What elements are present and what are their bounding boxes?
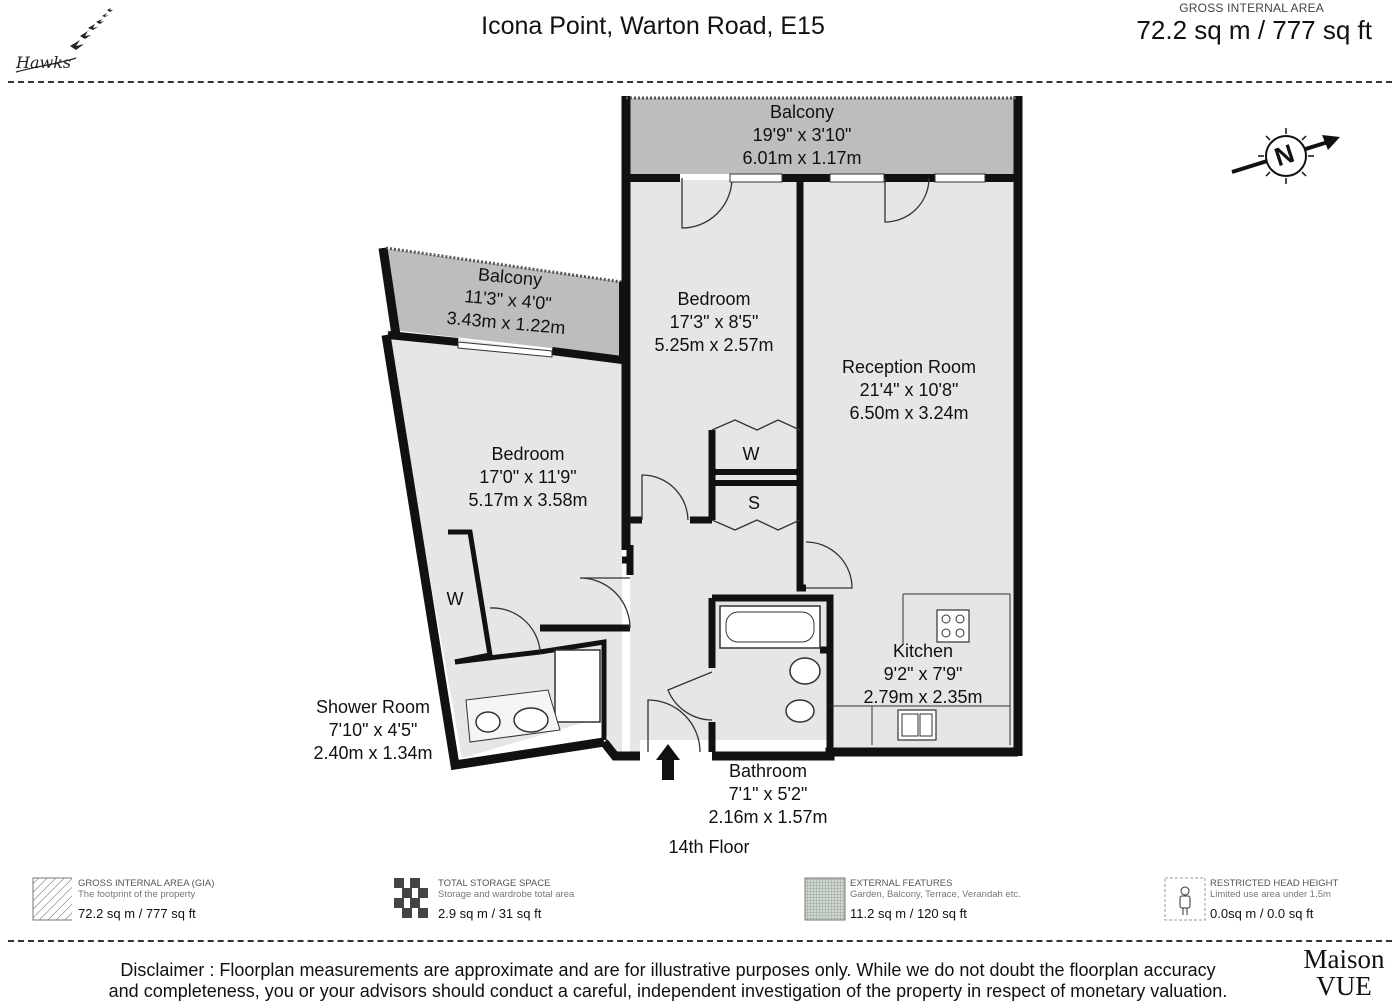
- room-label-balcony-left: Balcony 11'3" x 4'0" 3.43m x 1.22m: [445, 264, 567, 339]
- footer-divider: [8, 940, 1392, 942]
- room-label-balcony-top: Balcony 19'9" x 3'10" 6.01m x 1.17m: [742, 102, 862, 168]
- logo-line-2: VUE: [1316, 971, 1372, 1001]
- disclaimer: [40, 960, 1296, 1002]
- gia-hatch-icon: [32, 876, 72, 922]
- page-title: Icona Point, Warton Road, E15: [481, 12, 825, 40]
- maison-vue-logo: [1296, 946, 1392, 1000]
- gia-header-label: GROSS INTERNAL AREA: [1179, 1, 1324, 15]
- svg-text:Hawks: Hawks: [16, 53, 72, 72]
- room-label-bedroom-left: Bedroom 17'0" x 11'9" 5.17m x 3.58m: [468, 444, 588, 510]
- legend-gia: GROSS INTERNAL AREA (GIA) The footprint of the property 72.2 sq m / 777 sq ft: [32, 876, 72, 926]
- entrance-arrow-icon: [656, 744, 680, 780]
- closet-label-wardrobe-middle: W: [742, 444, 760, 464]
- storage-pattern-icon: [392, 876, 434, 922]
- legend-external: EXTERNAL FEATURES Garden, Balcony, Terrace, Verandah etc. 11.2 sq m / 120 sq ft: [804, 876, 846, 926]
- room-label-shower: Shower Room 7'10" x 4'5" 2.40m x 1.34m: [313, 697, 433, 763]
- closet-label-storage: S: [747, 493, 760, 513]
- external-grid-icon: [804, 876, 846, 922]
- disclaimer-line-1: Disclaimer : Floorplan measurements are approximate and are for illustrative purposes only. While we do not doubt the floorplan accuracy: [120, 960, 1216, 980]
- floor-label: 14th Floor: [668, 837, 750, 857]
- room-label-kitchen: Kitchen 9'2" x 7'9" 2.79m x 2.35m: [863, 641, 983, 707]
- person-icon: [1164, 876, 1206, 922]
- room-label-reception: Reception Room 21'4" x 10'8" 6.50m x 3.24m: [841, 357, 977, 423]
- compass-letter: N: [1270, 137, 1298, 173]
- legend-restricted: RESTRICTED HEAD HEIGHT Limited use area under 1.5m 0.0sq m / 0.0 sq ft: [1164, 876, 1206, 926]
- legend-storage: TOTAL STORAGE SPACE Storage and wardrobe total area 2.9 sq m / 31 sq ft: [392, 876, 434, 926]
- room-label-bedroom-middle: Bedroom 17'3" x 8'5" 5.25m x 2.57m: [654, 289, 774, 355]
- disclaimer-line-2: and completeness, you or your advisors should conduct a careful, independent investigation of the property in respect of monetary valuation.: [108, 981, 1228, 1001]
- gia-header-value: 72.2 sq m / 777 sq ft: [1136, 15, 1372, 45]
- logo-line-1: Maison: [1303, 944, 1385, 974]
- compass-north-icon: [1226, 120, 1346, 192]
- closet-label-wardrobe-left: W: [446, 589, 464, 609]
- room-label-bathroom: Bathroom 7'1" x 5'2" 2.16m x 1.57m: [708, 761, 828, 827]
